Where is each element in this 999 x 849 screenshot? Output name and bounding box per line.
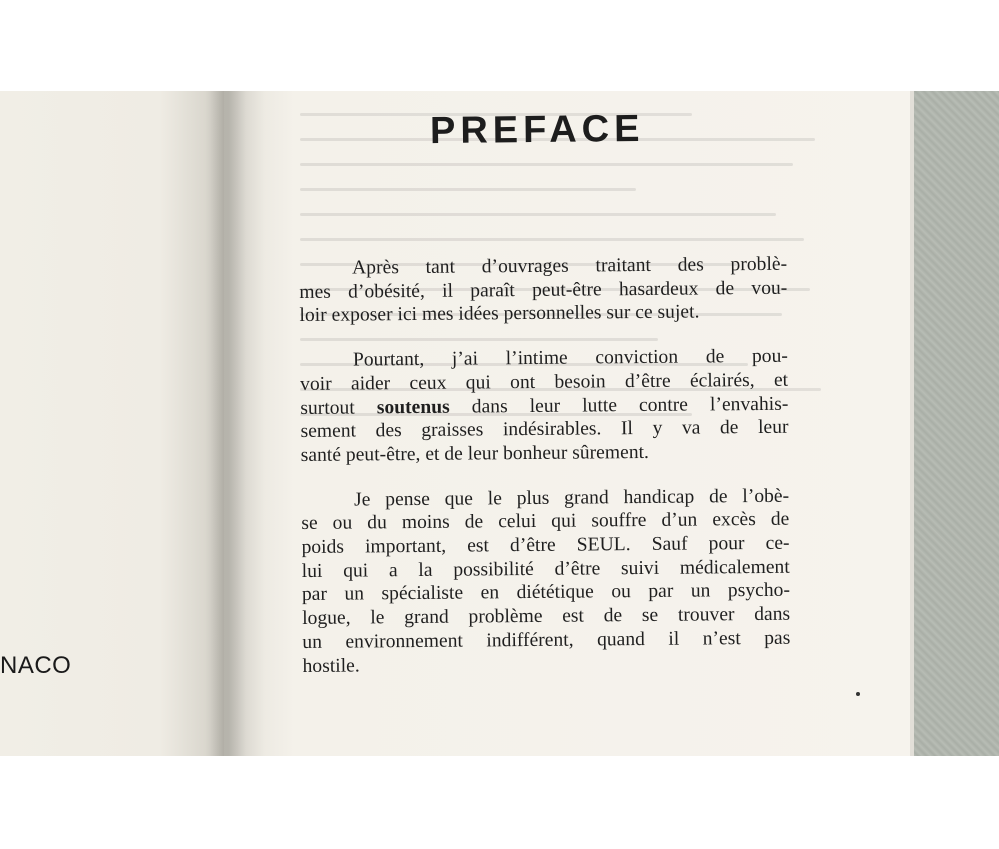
text-line: Je pense que le plus grand handicap de l’obè- xyxy=(354,485,790,511)
text-line: un environnement indifférent, quand il n’est pas xyxy=(302,627,791,653)
text-line: se ou du moins de celui qui souffre d’un excès de xyxy=(301,509,790,535)
book-photo xyxy=(0,91,999,756)
text-line: santé peut-être, et de leur bonheur sûrement. xyxy=(300,441,650,466)
bold-word: soutenus xyxy=(376,396,450,418)
preface-body xyxy=(299,253,791,699)
gutter-shadow xyxy=(205,91,265,756)
left-page xyxy=(0,91,228,756)
text-line: mes d’obésité, il paraît peut-être hasardeux de vou- xyxy=(299,277,788,303)
text-line: sement des graisses indésirables. Il y va de leur xyxy=(300,416,789,443)
text-line: Après tant d’ouvrages traitant des problè- xyxy=(352,253,788,279)
text-line: voir aider ceux qui ont besoin d’être éclairés, et xyxy=(300,369,789,395)
paragraph-3 xyxy=(301,484,791,678)
text-line: lui qui a la possibilité d’être suivi médicalement xyxy=(301,556,790,582)
left-page-text-fragment: NACO xyxy=(0,652,72,679)
page-edge xyxy=(910,91,914,756)
ink-dot xyxy=(856,692,860,696)
page-title: PREFACE xyxy=(429,107,645,153)
text-segment: surtout xyxy=(300,396,377,419)
text-line: Pourtant, j’ai l’intime conviction de pou- xyxy=(352,345,788,371)
text-line: hostile. xyxy=(302,655,360,677)
text-line: loir exposer ici mes idées personnelles sur ce sujet. xyxy=(299,301,700,327)
text-line: par un spécialiste en diététique ou par un psycho- xyxy=(301,580,791,606)
paragraph-1 xyxy=(299,253,788,328)
text-segment: dans leur lutte contre l’envahis- xyxy=(449,393,789,418)
text-line: poids important, est d’être SEUL. Sauf pour ce- xyxy=(301,532,790,559)
paragraph-2 xyxy=(300,345,789,468)
text-line: logue, le grand problème est de se trouver dans xyxy=(302,603,791,630)
